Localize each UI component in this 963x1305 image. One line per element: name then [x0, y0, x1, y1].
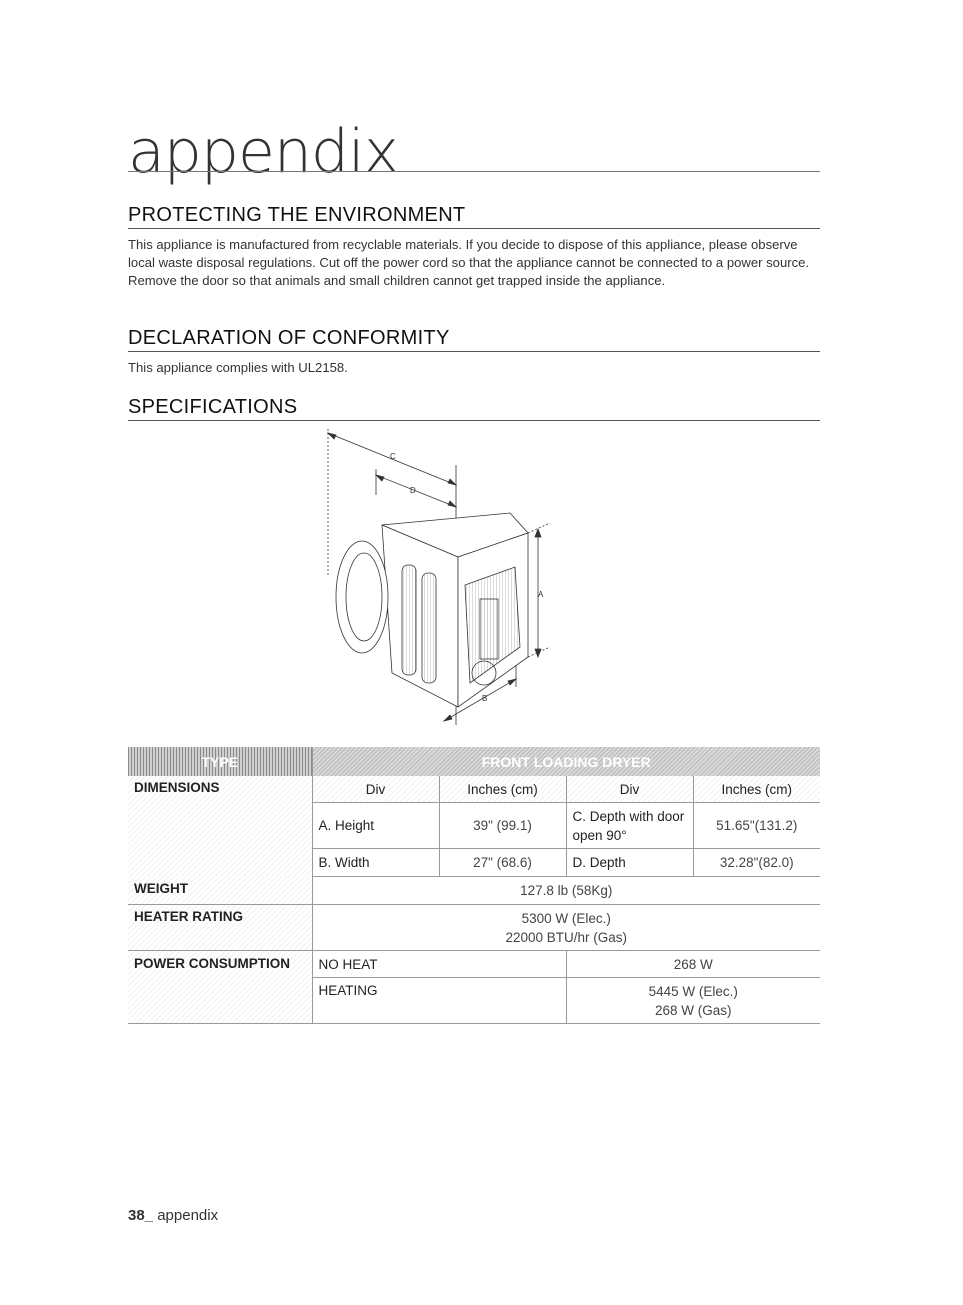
col-inches-1: Inches (cm): [439, 776, 566, 803]
footer-section: appendix: [157, 1207, 219, 1224]
dimension-c-label: C: [390, 452, 396, 461]
weight-value: 127.8 lb (58Kg): [312, 877, 820, 905]
header-product: FRONT LOADING DRYER: [312, 747, 820, 776]
dimension-a-label: A: [538, 590, 544, 599]
height-value: 39" (99.1): [439, 803, 566, 849]
dryer-dimension-diagram: [310, 425, 570, 735]
heating-values: [566, 978, 820, 1024]
depth-label: D. Depth: [566, 849, 693, 877]
environment-text: This appliance is manufactured from recyclable materials. If you decide to dispose of this appliance, please observe local waste disposal regulations. Cut off the power cord so that the appliance cannot be connected to a power source. Remove the door so that animals and small children cannot get trapped inside the appliance.: [128, 237, 810, 288]
heating-gas: 268 W (Gas): [654, 1002, 732, 1018]
col-inches-2: Inches (cm): [693, 776, 820, 803]
page-number: 38_: [128, 1207, 154, 1224]
header-type: TYPE: [128, 747, 312, 776]
depth-open-label: C. Depth with door open 90°: [566, 803, 693, 849]
depth-value: 32.28"(82.0): [693, 849, 820, 877]
heater-rating-values: [312, 905, 820, 951]
dimensions-label: DIMENSIONS: [128, 776, 312, 877]
heating-elec: 5445 W (Elec.): [648, 983, 738, 999]
conformity-divider: [128, 351, 820, 352]
specifications-divider: [128, 420, 820, 421]
col-div-2: Div: [566, 776, 693, 803]
specifications-heading: SPECIFICATIONS: [128, 396, 298, 418]
width-label: B. Width: [312, 849, 439, 877]
power-consumption-label: POWER CONSUMPTION: [128, 951, 312, 1024]
environment-heading: PROTECTING THE ENVIRONMENT: [128, 204, 466, 226]
heating-label: HEATING: [312, 978, 566, 1024]
dimension-d-label: D: [410, 486, 416, 495]
page-title: appendix: [128, 117, 399, 187]
no-heat-value: 268 W: [566, 951, 820, 978]
height-label: A. Height: [312, 803, 439, 849]
dimension-b-label: B: [482, 694, 488, 703]
depth-open-value: 51.65"(131.2): [693, 803, 820, 849]
no-heat-label: NO HEAT: [312, 951, 566, 978]
width-value: 27" (68.6): [439, 849, 566, 877]
col-div-1: Div: [312, 776, 439, 803]
heater-rating-elec: 5300 W (Elec.): [521, 910, 611, 926]
page-footer: [128, 1207, 218, 1224]
heater-rating-gas: 22000 BTU/hr (Gas): [505, 929, 628, 945]
conformity-heading: DECLARATION OF CONFORMITY: [128, 327, 450, 349]
weight-label: WEIGHT: [128, 877, 312, 905]
heater-rating-label: HEATER RATING: [128, 905, 312, 951]
conformity-text: This appliance complies with UL2158.: [128, 360, 348, 375]
environment-divider: [128, 228, 820, 229]
title-divider: [128, 171, 820, 172]
specifications-table: [128, 747, 820, 1024]
